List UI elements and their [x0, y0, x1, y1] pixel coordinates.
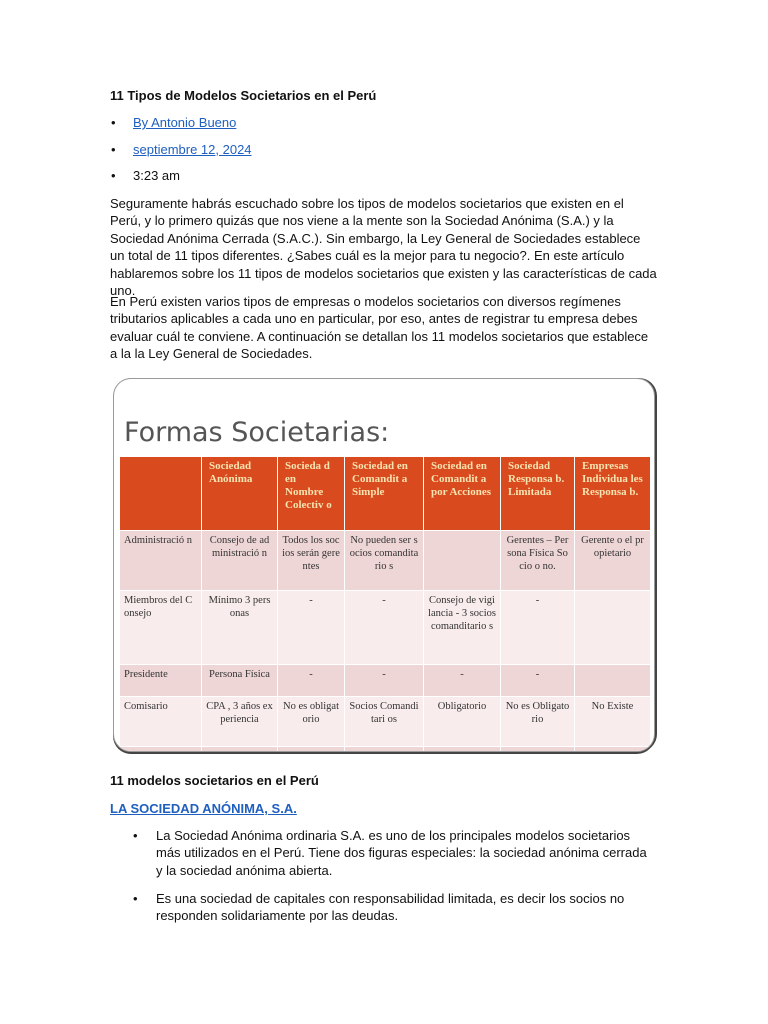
time-text: 3:23 am: [133, 168, 180, 183]
article-title: 11 Tipos de Modelos Societarios en el Perú: [110, 88, 377, 103]
table-row: [120, 697, 651, 747]
table-row: [120, 591, 651, 665]
table-cell: -: [278, 665, 345, 697]
table-cell: -: [345, 665, 424, 697]
table-cell: CPA , 3 años experiencia: [202, 697, 278, 747]
table-row: [120, 665, 651, 697]
table-cell: Socios Comanditari os: [345, 697, 424, 747]
header-cell: Empresas Individua les Responsa b.: [575, 457, 651, 531]
bullet-list: [156, 827, 656, 879]
meta-date[interactable]: [133, 141, 252, 168]
formas-societarias-figure: [113, 378, 655, 752]
table-cell: -: [501, 665, 575, 697]
table-cell: [120, 747, 202, 753]
list-item: • La Sociedad Anónima ordinaria S.A. es uno de los principales modelos societarios más utilizados en el Perú. Tiene dos figuras especiales: la sociedad anónima cerrada y la sociedad anónima abierta.: [156, 827, 656, 879]
table-cell: Miembros del Consejo: [120, 591, 202, 665]
bullet-list: [156, 890, 656, 925]
table-cell: Obligatorio: [424, 697, 501, 747]
header-cell: Sociedad Responsa b. Limitada: [501, 457, 575, 531]
table-row: [120, 747, 651, 753]
meta-time: [133, 167, 252, 194]
table-cell: Persona Física: [202, 665, 278, 697]
table-cell: Gerente o el propietario: [575, 531, 651, 591]
table-cell: Comisario: [120, 697, 202, 747]
header-cell: Sociedad en Comandit a Simple: [345, 457, 424, 531]
table-cell: -: [345, 591, 424, 665]
table-cell: [424, 747, 501, 753]
table-cell: [501, 747, 575, 753]
table-header-row: [120, 457, 651, 531]
table-cell: No es Obligatorio: [501, 697, 575, 747]
header-cell: Sociedad Anónima: [202, 457, 278, 531]
section-heading: 11 modelos societarios en el Perú: [110, 773, 319, 788]
table-cell: No es obligatorio: [278, 697, 345, 747]
table-cell: [575, 665, 651, 697]
societary-forms-table: [119, 456, 651, 752]
table-cell: Presidente: [120, 665, 202, 697]
table-cell: No Existe: [575, 697, 651, 747]
table-cell: [424, 531, 501, 591]
table-cell: Gerentes – Persona Física Socio o no.: [501, 531, 575, 591]
table-cell: Consejo de vigilancia - 3 socios comanditario s: [424, 591, 501, 665]
sociedad-anonima-link[interactable]: LA SOCIEDAD ANÓNIMA, S.A.: [110, 801, 297, 816]
table-cell: Mínimo 3 personas: [202, 591, 278, 665]
table-cell: [202, 747, 278, 753]
author-link[interactable]: By Antonio Bueno: [133, 115, 237, 130]
table-cell: -: [424, 665, 501, 697]
table-cell: [278, 747, 345, 753]
table-cell: [345, 747, 424, 753]
table-cell: Consejo de administració n: [202, 531, 278, 591]
meta-author[interactable]: [133, 114, 252, 141]
intro-paragraph: Seguramente habrás escuchado sobre los tipos de modelos societarios que existen en el Perú, y lo primero quizás que nos viene a la mente son la Sociedad Anónima (S.A.) y la Sociedad Anónima Cerrada (S.A.C.). Sin embargo, la Ley General de Sociedades establece un total de 11 tipos diferentes. ¿Sabes cuál es la mejor para tu negocio?. En este artículo hablaremos sobre los 11 tipos de modelos societarios que existen y las características de cada uno.: [110, 196, 657, 299]
table-cell: Todos los socios serán gerentes: [278, 531, 345, 591]
header-cell: [120, 457, 202, 531]
table-cell: Administració n: [120, 531, 202, 591]
second-paragraph: En Perú existen varios tipos de empresas o modelos societarios con diversos regímenes tributarios aplicables a cada uno en particular, por eso, antes de registrar tu empresa debes evaluar cuál te conviene. A continuación se detallan los 11 modelos societarios que establece a la la Ley General de Sociedades.: [110, 294, 649, 362]
table-cell: [575, 591, 651, 665]
header-cell: Socieda d en Nombre Colectiv o: [278, 457, 345, 531]
table-cell: -: [278, 591, 345, 665]
article-meta: [133, 114, 252, 194]
table-cell: No pueden ser socios comanditario s: [345, 531, 424, 591]
list-item: • Es una sociedad de capitales con responsabilidad limitada, es decir los socios no responden solidariamente por las deudas.: [156, 890, 656, 925]
table-cell: -: [501, 591, 575, 665]
header-cell: Sociedad en Comandit a por Acciones: [424, 457, 501, 531]
table-row: [120, 531, 651, 591]
figure-title: Formas Societarias:: [124, 417, 390, 448]
table-cell: [575, 747, 651, 753]
date-link[interactable]: septiembre 12, 2024: [133, 141, 252, 157]
